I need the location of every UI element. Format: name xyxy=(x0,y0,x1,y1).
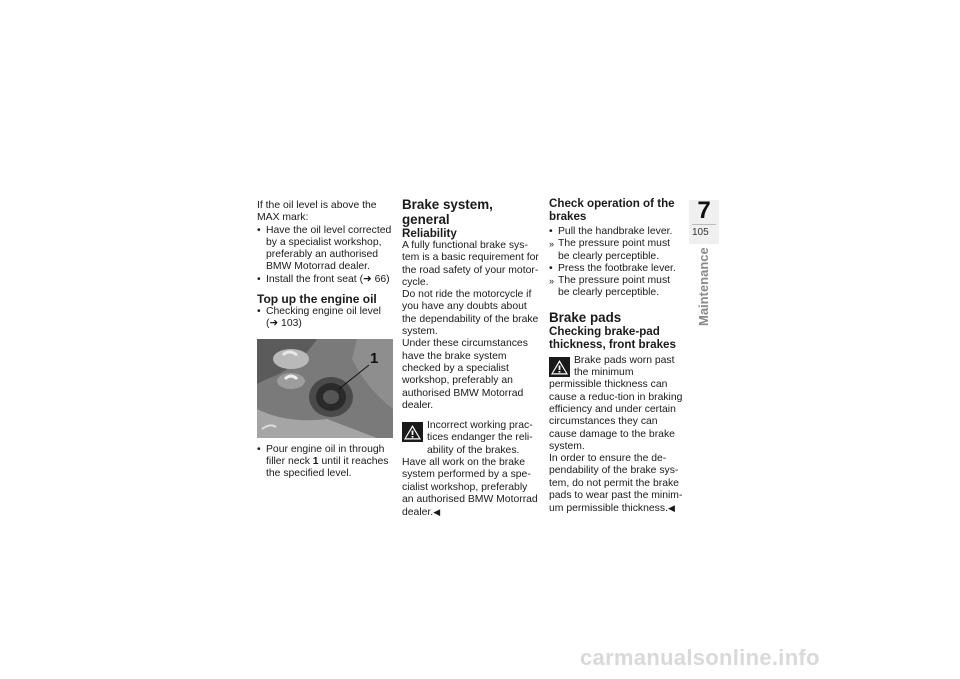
heading-top-up-oil: Top up the engine oil xyxy=(257,292,377,307)
result-pressure-point-2: » The pressure point must be clearly perceptible. xyxy=(549,275,684,300)
column-right xyxy=(549,197,684,516)
heading-brake-system-general: Brake system, general xyxy=(402,197,493,227)
chapter-tab-divider xyxy=(692,224,716,225)
end-mark-icon: ◀ xyxy=(433,507,441,518)
bullet-check-oil-level: • Checking engine oil level (➜ 103) xyxy=(257,306,393,331)
chapter-number: 7 xyxy=(697,197,711,224)
oil-filler-neck-photo xyxy=(257,339,393,438)
oil-above-max-intro: If the oil level is above the MAX mark: xyxy=(257,200,377,224)
filler-neck-ref: 1 xyxy=(312,455,319,467)
bullet-pour-engine-oil: • Pour engine oil in through filler neck 1 until it reaches the specified level. xyxy=(257,444,393,481)
warning-block-pads xyxy=(549,355,684,516)
warning-text-dependability: In order to ensure the de-pendability of the brake sys-tem, do not permit the brake pads to wear past the minim-um permissible thickness.◀ xyxy=(549,453,683,515)
warning-icon xyxy=(549,357,570,377)
result-pressure-point-1: » The pressure point must be clearly perceptible. xyxy=(549,238,684,263)
bullet-have-oil-corrected: • Have the oil level corrected by a specialist workshop, preferably an authorised BMW Motorrad dealer. xyxy=(257,225,393,274)
para-do-not-ride: Do not ride the motorcycle if you have any doubts about the dependability of the brake system. xyxy=(402,289,539,338)
column-middle xyxy=(402,197,540,520)
warning-text-practices: Incorrect working prac-tices endanger the reli-ability of the brakes. xyxy=(427,420,533,456)
heading-brake-pads: Brake pads xyxy=(549,309,622,325)
bullet-install-front-seat: • Install the front seat (➜ 66) xyxy=(257,274,393,286)
step-press-footbrake: • Press the footbrake lever. xyxy=(549,263,684,275)
subheading-pad-thickness: Checking brake-pad thickness, front brakes xyxy=(549,324,676,351)
end-mark-icon: ◀ xyxy=(667,503,675,514)
step-pull-handbrake: • Pull the handbrake lever. xyxy=(549,226,684,238)
para-have-checked: Under these circumstances have the brake system checked by a specialist workshop, preferably an authorised BMW Motorrad dealer. xyxy=(402,338,528,411)
heading-check-brake-operation: Check operation of the brakes xyxy=(549,197,675,223)
brake-check-steps xyxy=(549,226,684,300)
subheading-reliability: Reliability xyxy=(402,227,457,240)
warning-text-worn-pads: Brake pads worn past the minimum permissible thickness can cause a reduc-tion in braking efficiency and under certain circumstances they can cause damage to the brake system. xyxy=(549,354,683,452)
callout-number-1: 1 xyxy=(370,349,379,367)
warning-icon xyxy=(402,422,423,442)
warning-block-brakes xyxy=(402,420,540,519)
page-number: 105 xyxy=(692,227,709,238)
section-title-vertical: Maintenance xyxy=(696,247,711,326)
column-left xyxy=(257,200,393,481)
para-functional-brake: A fully functional brake sys-tem is a basic requirement for the road safety of your motor-cycle. xyxy=(402,240,539,288)
site-watermark: carmanualsonline.info xyxy=(580,645,820,670)
warning-text-have-work: Have all work on the brake system performed by a spe-cialist workshop, preferably an authorised BMW Motorrad dealer.◀ xyxy=(402,457,538,519)
